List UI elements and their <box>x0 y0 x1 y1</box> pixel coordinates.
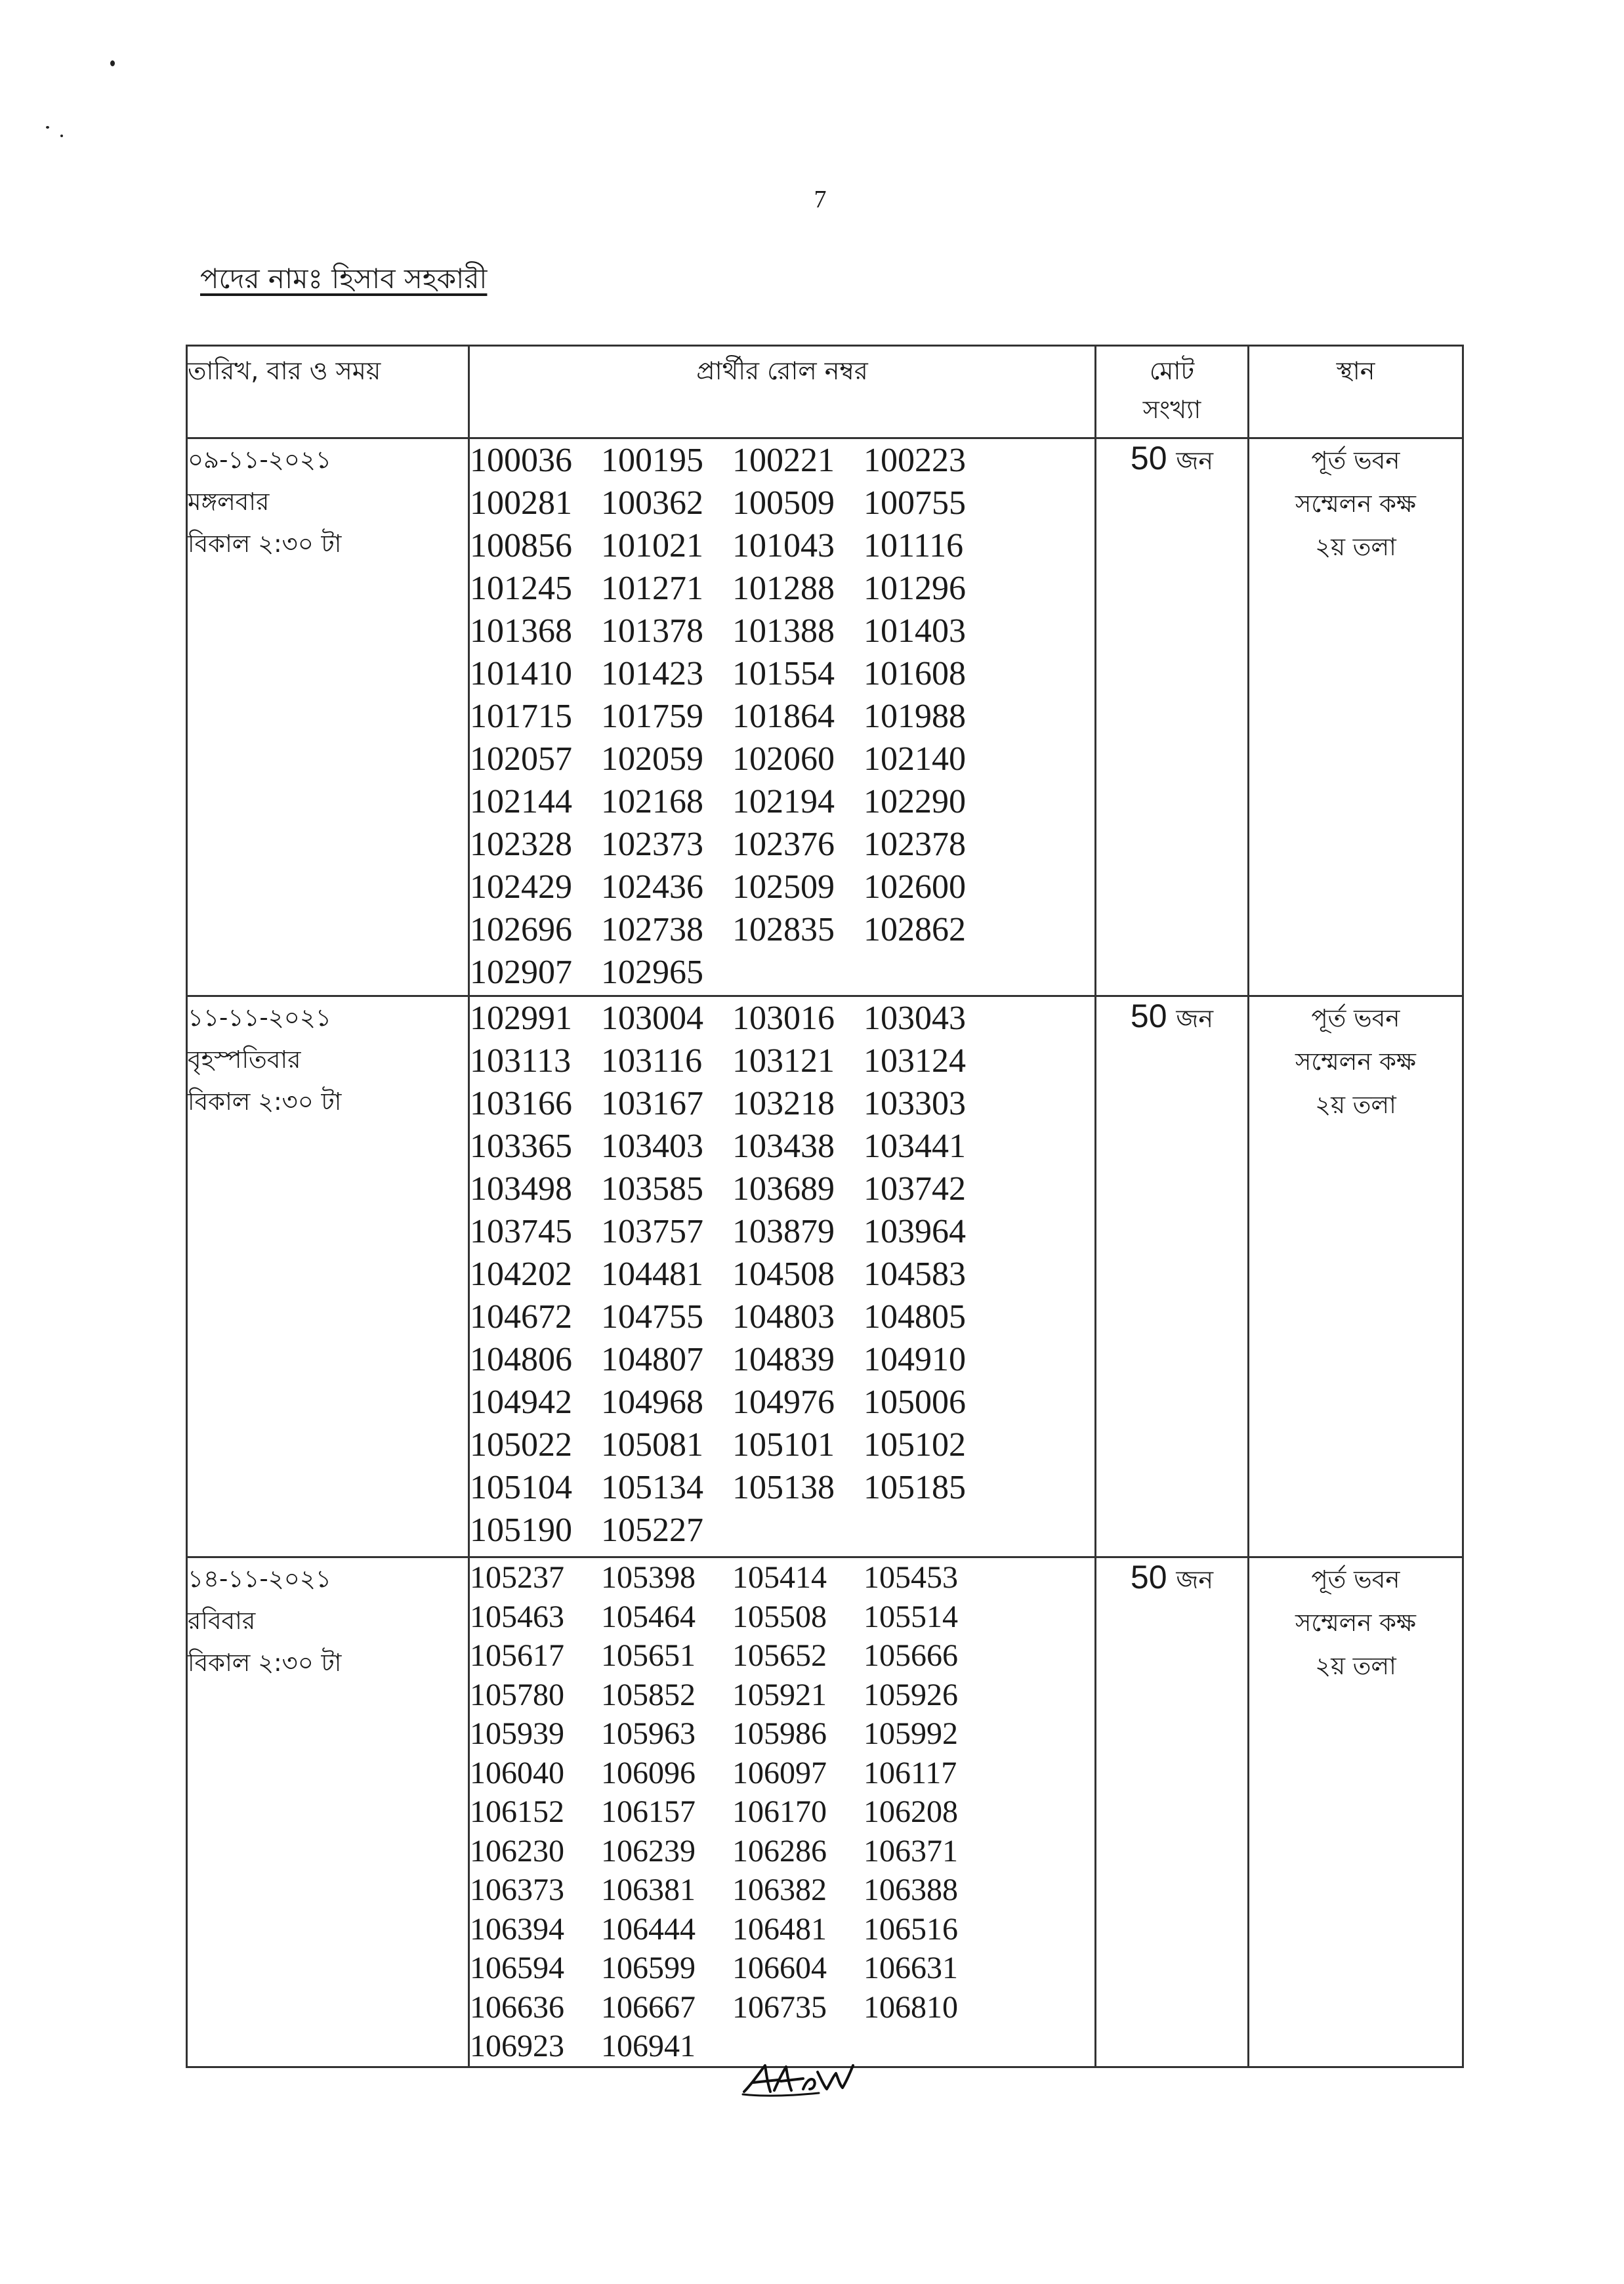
roll-number: 106097 <box>732 1755 827 1790</box>
roll-number: 105138 <box>732 1469 835 1506</box>
roll-number: 106735 <box>732 1989 827 2025</box>
roll-numbers-cell <box>469 996 1096 1557</box>
roll-number: 105780 <box>470 1677 564 1712</box>
roll-number: 105508 <box>732 1599 827 1634</box>
roll-number: 102738 <box>601 911 703 948</box>
roll-number: 105926 <box>864 1677 958 1712</box>
roll-number: 106381 <box>601 1872 696 1907</box>
roll-number: 100221 <box>732 442 835 479</box>
roll-number: 106516 <box>864 1911 958 1947</box>
header-total <box>1096 346 1249 438</box>
exam-schedule-table <box>186 345 1464 2068</box>
roll-number: 106636 <box>470 1989 564 2025</box>
total-unit: জন <box>1176 1004 1214 1033</box>
roll-number: 105101 <box>732 1426 835 1464</box>
roll-number: 105414 <box>732 1560 827 1595</box>
roll-row <box>470 524 1094 567</box>
roll-number: 101368 <box>470 612 572 650</box>
venue-venue-line1: পূর্ত ভবন <box>1311 446 1400 475</box>
roll-number: 104803 <box>732 1298 835 1336</box>
roll-number: 101043 <box>732 527 835 564</box>
roll-number: 106040 <box>470 1755 564 1790</box>
roll-number: 103689 <box>732 1170 835 1208</box>
roll-number: 105652 <box>732 1638 827 1673</box>
venue-venue-line3: ২য় তলা <box>1315 1652 1396 1680</box>
venue-venue-line3: ২য় তলা <box>1315 1091 1396 1119</box>
roll-number: 104583 <box>864 1256 966 1293</box>
roll-row <box>470 823 1094 866</box>
roll-number: 104672 <box>470 1298 572 1336</box>
roll-number: 102144 <box>470 783 572 820</box>
roll-number: 106599 <box>601 1951 696 1985</box>
roll-number: 106631 <box>864 1951 958 1985</box>
roll-number: 104968 <box>601 1384 703 1421</box>
roll-number: 101296 <box>864 570 966 607</box>
roll-number: 100281 <box>470 484 572 522</box>
venue-cell <box>1249 1557 1463 2067</box>
header-venue: স্থান <box>1249 346 1463 438</box>
venue-venue-line2: সম্মেলন কক্ষ <box>1295 490 1417 518</box>
roll-number: 106941 <box>601 2029 696 2063</box>
roll-number: 100362 <box>601 484 703 522</box>
roll-number: 106371 <box>864 1833 958 1869</box>
schedule-day: রবিবার <box>188 1607 256 1635</box>
roll-row <box>470 1168 1094 1210</box>
roll-number: 106096 <box>601 1755 696 1790</box>
roll-number: 105939 <box>470 1716 564 1751</box>
roll-row <box>470 1558 1094 1597</box>
roll-row <box>470 652 1094 695</box>
roll-row <box>470 1597 1094 1637</box>
roll-number: 106604 <box>732 1951 827 1985</box>
roll-row <box>470 866 1094 908</box>
roll-number: 103964 <box>864 1213 966 1250</box>
roll-number: 102991 <box>470 1000 572 1037</box>
roll-number: 103124 <box>864 1042 966 1080</box>
roll-number: 103757 <box>601 1213 703 1250</box>
roll-row <box>470 951 1094 994</box>
roll-number: 106230 <box>470 1833 564 1869</box>
roll-number: 102436 <box>601 868 703 906</box>
roll-row <box>470 1338 1094 1381</box>
roll-number: 103121 <box>732 1042 835 1080</box>
venue-venue-line3: ২য় তলা <box>1315 533 1396 561</box>
roll-row <box>470 439 1094 482</box>
roll-number: 105081 <box>601 1426 703 1464</box>
roll-number: 103303 <box>864 1085 966 1122</box>
roll-number: 105104 <box>470 1469 572 1506</box>
roll-number: 104910 <box>864 1341 966 1378</box>
total-count: 50 <box>1130 1559 1167 1596</box>
roll-number: 103166 <box>470 1085 572 1122</box>
roll-number: 104942 <box>470 1384 572 1421</box>
roll-row <box>470 482 1094 524</box>
roll-number: 103585 <box>601 1170 703 1208</box>
roll-number: 104508 <box>732 1256 835 1293</box>
scan-speck <box>46 126 49 129</box>
roll-number: 103742 <box>864 1170 966 1208</box>
roll-numbers-cell <box>469 438 1096 996</box>
schedule-day: বৃহস্পতিবার <box>188 1046 301 1074</box>
total-unit: জন <box>1176 446 1214 475</box>
page-number: 7 <box>814 186 827 213</box>
roll-number: 106382 <box>732 1872 827 1907</box>
roll-row <box>470 1381 1094 1424</box>
roll-number: 105986 <box>732 1716 827 1751</box>
schedule-day: মঙ্গলবার <box>188 488 270 516</box>
roll-row <box>470 1714 1094 1754</box>
roll-number: 106388 <box>864 1872 958 1907</box>
date-cell <box>187 996 469 1557</box>
roll-number: 101410 <box>470 655 572 692</box>
roll-number: 101988 <box>864 698 966 735</box>
roll-row <box>470 1676 1094 1715</box>
roll-number: 105006 <box>864 1384 966 1421</box>
roll-number: 100195 <box>601 442 703 479</box>
total-count: 50 <box>1130 998 1167 1034</box>
roll-number: 103004 <box>601 1000 703 1037</box>
roll-number: 102168 <box>601 783 703 820</box>
schedule-time: বিকাল ২:৩০ টা <box>188 1649 342 1677</box>
roll-number: 106481 <box>732 1911 827 1947</box>
total-count-cell <box>1096 1557 1249 2067</box>
roll-number: 102376 <box>732 826 835 863</box>
roll-row <box>470 780 1094 823</box>
roll-number: 103438 <box>732 1128 835 1165</box>
roll-row <box>470 1424 1094 1466</box>
roll-row <box>470 1988 1094 2027</box>
roll-number: 106152 <box>470 1794 564 1829</box>
roll-number: 103116 <box>601 1042 703 1080</box>
roll-number: 106286 <box>732 1833 827 1869</box>
roll-number: 104755 <box>601 1298 703 1336</box>
roll-number: 105190 <box>470 1512 572 1549</box>
roll-number: 104807 <box>601 1341 703 1378</box>
roll-number: 105963 <box>601 1716 696 1751</box>
roll-number: 100223 <box>864 442 966 479</box>
roll-number: 100856 <box>470 527 572 564</box>
roll-number: 103113 <box>470 1042 572 1080</box>
roll-number: 106594 <box>470 1951 564 1985</box>
roll-number: 106667 <box>601 1989 696 2025</box>
roll-number: 101423 <box>601 655 703 692</box>
roll-number: 106170 <box>732 1794 827 1829</box>
roll-number: 104806 <box>470 1341 572 1378</box>
roll-number: 105651 <box>601 1638 696 1673</box>
roll-number: 105514 <box>864 1599 958 1634</box>
roll-number: 101403 <box>864 612 966 650</box>
roll-row <box>470 1910 1094 1949</box>
roll-row <box>470 1871 1094 1910</box>
roll-number: 105022 <box>470 1426 572 1464</box>
venue-venue-line1: পূর্ত ভবন <box>1311 1004 1400 1032</box>
roll-number: 102059 <box>601 740 703 778</box>
total-unit: জন <box>1176 1565 1214 1594</box>
schedule-body <box>187 438 1463 2067</box>
roll-row <box>470 1509 1094 1552</box>
table-row <box>187 996 1463 1557</box>
venue-venue-line2: সম্মেলন কক্ষ <box>1295 1047 1417 1076</box>
roll-number: 105617 <box>470 1638 564 1673</box>
signature <box>740 2058 871 2104</box>
roll-number: 102835 <box>732 911 835 948</box>
roll-number: 103167 <box>601 1085 703 1122</box>
schedule-date: ১১-১১-২০২১ <box>188 1004 331 1032</box>
roll-number: 104481 <box>601 1256 703 1293</box>
roll-number: 101378 <box>601 612 703 650</box>
roll-number: 104202 <box>470 1256 572 1293</box>
roll-number: 105398 <box>601 1560 696 1595</box>
roll-number: 106208 <box>864 1794 958 1829</box>
table-row <box>187 1557 1463 2067</box>
roll-row <box>470 738 1094 780</box>
roll-row <box>470 695 1094 738</box>
header-roll: প্রার্থীর রোল নম্বর <box>469 346 1096 438</box>
venue-cell <box>1249 438 1463 996</box>
schedule-time: বিকাল ২:৩০ টা <box>188 1088 342 1116</box>
roll-row <box>470 1636 1094 1676</box>
roll-number: 101245 <box>470 570 572 607</box>
total-count: 50 <box>1130 440 1167 476</box>
roll-number: 102194 <box>732 783 835 820</box>
roll-number: 101021 <box>601 527 703 564</box>
roll-number: 106444 <box>601 1911 696 1947</box>
roll-number: 103498 <box>470 1170 572 1208</box>
roll-number: 101554 <box>732 655 835 692</box>
roll-number: 102290 <box>864 783 966 820</box>
roll-row <box>470 908 1094 951</box>
date-cell <box>187 438 469 996</box>
roll-number: 105102 <box>864 1426 966 1464</box>
roll-number: 104805 <box>864 1298 966 1336</box>
roll-number: 101288 <box>732 570 835 607</box>
roll-numbers-cell <box>469 1557 1096 2067</box>
date-cell <box>187 1557 469 2067</box>
header-total-line1: মোট <box>1149 356 1195 385</box>
roll-row <box>470 567 1094 610</box>
roll-number: 100755 <box>864 484 966 522</box>
roll-number: 105464 <box>601 1599 696 1634</box>
roll-number: 105453 <box>864 1560 958 1595</box>
roll-number: 101116 <box>864 527 964 564</box>
roll-row <box>470 610 1094 652</box>
table-header-row <box>187 346 1463 438</box>
roll-number: 101715 <box>470 698 572 735</box>
roll-number: 103016 <box>732 1000 835 1037</box>
roll-number: 101388 <box>732 612 835 650</box>
roll-number: 102140 <box>864 740 966 778</box>
roll-number: 101271 <box>601 570 703 607</box>
roll-number: 100509 <box>732 484 835 522</box>
roll-row <box>470 1253 1094 1296</box>
roll-number: 104976 <box>732 1384 835 1421</box>
roll-number: 101608 <box>864 655 966 692</box>
scan-speck <box>110 60 115 66</box>
scan-speck <box>60 135 63 137</box>
header-total-line2: সংখ্যা <box>1142 394 1201 424</box>
roll-number: 105921 <box>732 1677 827 1712</box>
roll-number: 105185 <box>864 1469 966 1506</box>
roll-row <box>470 1210 1094 1253</box>
roll-row <box>470 1832 1094 1871</box>
roll-row <box>470 1949 1094 1988</box>
roll-number: 102373 <box>601 826 703 863</box>
schedule-time: বিকাল ২:৩০ টা <box>188 530 342 558</box>
total-count-cell <box>1096 996 1249 1557</box>
roll-number: 105666 <box>864 1638 958 1673</box>
roll-number: 102862 <box>864 911 966 948</box>
header-date: তারিখ, বার ও সময় <box>187 346 469 438</box>
roll-number: 105237 <box>470 1560 564 1595</box>
roll-number: 103403 <box>601 1128 703 1165</box>
roll-number: 104839 <box>732 1341 835 1378</box>
roll-number: 102600 <box>864 868 966 906</box>
roll-number: 105852 <box>601 1677 696 1712</box>
roll-number: 102696 <box>470 911 572 948</box>
roll-number: 103218 <box>732 1085 835 1122</box>
roll-number: 102509 <box>732 868 835 906</box>
roll-number: 105992 <box>864 1716 958 1751</box>
roll-number: 103879 <box>732 1213 835 1250</box>
roll-number: 102328 <box>470 826 572 863</box>
roll-row <box>470 1754 1094 1793</box>
roll-number: 101759 <box>601 698 703 735</box>
roll-row <box>470 997 1094 1040</box>
venue-venue-line2: সম্মেলন কক্ষ <box>1295 1609 1417 1637</box>
roll-row <box>470 1466 1094 1509</box>
table-row <box>187 438 1463 996</box>
roll-number: 103745 <box>470 1213 572 1250</box>
roll-number: 102965 <box>601 954 703 991</box>
roll-number: 106810 <box>864 1989 958 2025</box>
roll-number: 102907 <box>470 954 572 991</box>
roll-number: 102429 <box>470 868 572 906</box>
roll-number: 106394 <box>470 1911 564 1947</box>
roll-number: 103441 <box>864 1128 966 1165</box>
roll-number: 100036 <box>470 442 572 479</box>
total-count-cell <box>1096 438 1249 996</box>
roll-number: 105463 <box>470 1599 564 1634</box>
roll-number: 106117 <box>864 1755 957 1790</box>
roll-number: 103043 <box>864 1000 966 1037</box>
post-title: পদের নামঃ হিসাব সহকারী <box>200 263 488 295</box>
roll-number: 106923 <box>470 2029 564 2063</box>
venue-venue-line1: পূর্ত ভবন <box>1311 1565 1400 1594</box>
roll-row <box>470 1792 1094 1832</box>
roll-number: 106157 <box>601 1794 696 1829</box>
roll-row <box>470 1082 1094 1125</box>
roll-number: 106373 <box>470 1872 564 1907</box>
roll-row <box>470 1296 1094 1338</box>
roll-number: 106239 <box>601 1833 696 1869</box>
roll-number: 102378 <box>864 826 966 863</box>
roll-number: 105134 <box>601 1469 703 1506</box>
roll-number: 101864 <box>732 698 835 735</box>
roll-number: 102060 <box>732 740 835 778</box>
schedule-date: ০৯-১১-২০২১ <box>188 446 331 474</box>
roll-number: 103365 <box>470 1128 572 1165</box>
roll-number: 102057 <box>470 740 572 778</box>
venue-cell <box>1249 996 1463 1557</box>
roll-row <box>470 1125 1094 1168</box>
roll-row <box>470 1040 1094 1082</box>
roll-number: 105227 <box>601 1512 703 1549</box>
schedule-date: ১৪-১১-২০২১ <box>188 1565 331 1593</box>
